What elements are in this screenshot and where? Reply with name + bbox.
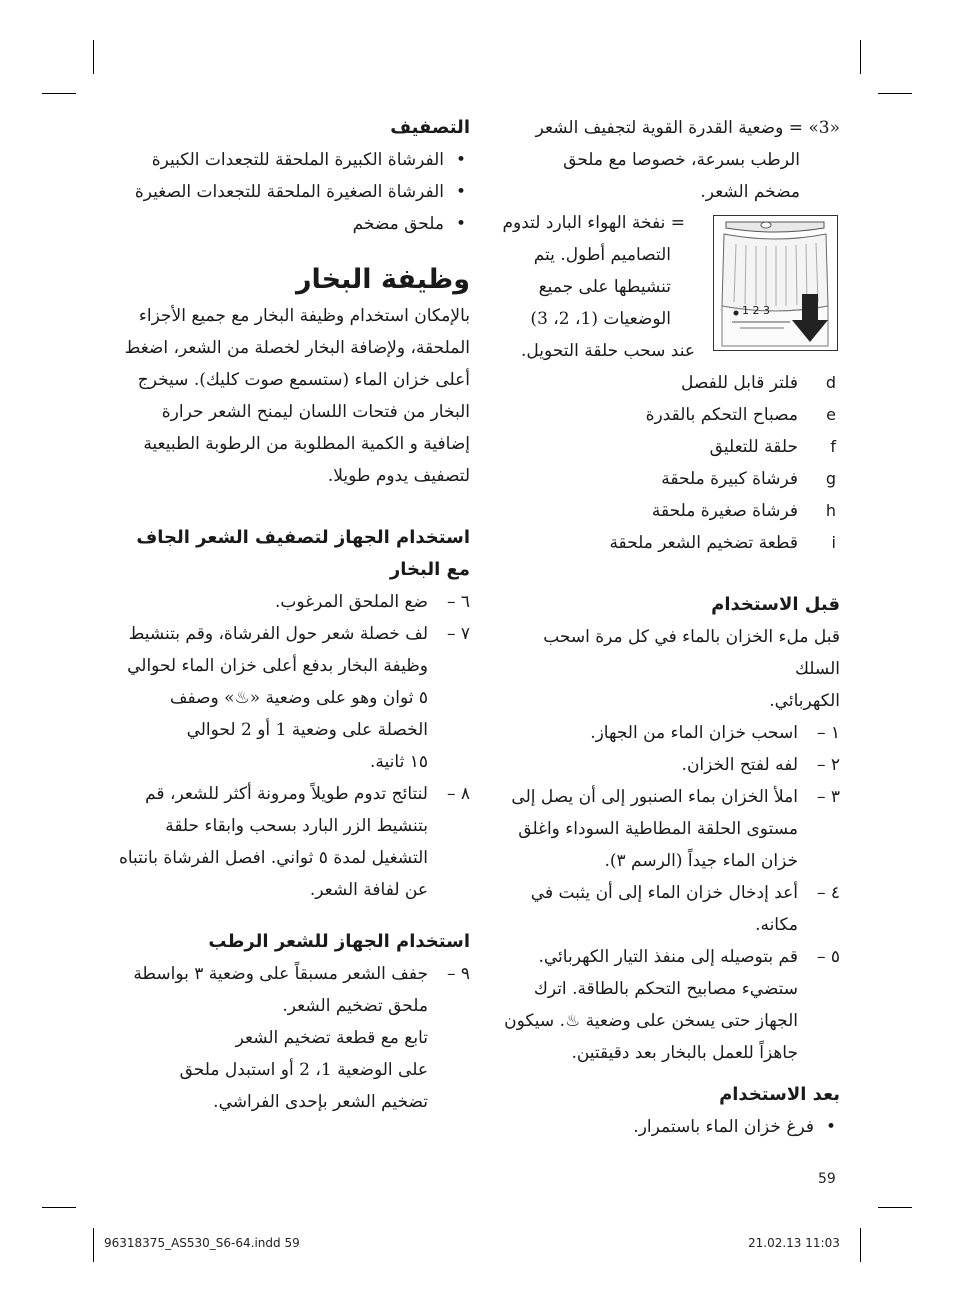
- bullet-icon: •: [455, 150, 466, 170]
- crop-mark: [878, 1207, 912, 1208]
- crop-mark: [42, 1207, 76, 1208]
- text-line: اسحب خزان الماء من الجهاز.: [590, 723, 798, 743]
- text-line: فرغ خزان الماء باستمرار.: [633, 1117, 814, 1137]
- text-line: خزان الماء جيداً (الرسم ٣).: [604, 851, 798, 871]
- part-text: حلقة للتعليق: [709, 437, 798, 457]
- steam-paragraph: [110, 300, 470, 492]
- text-line: ملحق تضخيم الشعر.: [282, 996, 428, 1016]
- step-number: ٤ –: [816, 883, 840, 903]
- part-letter: i: [831, 533, 836, 552]
- parts-item: [495, 367, 840, 399]
- parts-item: [495, 399, 840, 431]
- text-line: أعد إدخال خزان الماء إلى أن يثبت في: [530, 883, 798, 903]
- styling-heading: التصفيف: [390, 117, 470, 138]
- crop-mark: [878, 93, 912, 94]
- dry-hair-heading-line2: مع البخار: [389, 559, 470, 580]
- text-line: تابع مع قطعة تضخيم الشعر: [235, 1028, 428, 1048]
- parts-item: [495, 527, 840, 559]
- crop-mark: [93, 1228, 94, 1262]
- text-line: لف خصلة شعر حول الفرشاة، وقم بتنشيط: [128, 624, 428, 644]
- crop-mark: [93, 40, 94, 74]
- part-letter: g: [825, 469, 836, 488]
- after-use-bullet: [495, 1111, 840, 1143]
- bullet-icon: •: [455, 214, 466, 234]
- text-line: إضافية و الكمية المطلوبة من الرطوبة الطبيعية: [143, 434, 470, 454]
- before-use-step: [495, 877, 840, 941]
- bullet-icon: •: [455, 182, 466, 202]
- text-line: قم بتوصيله إلى منفذ التيار الكهربائي.: [538, 947, 798, 967]
- text-line: البخار من فتحات اللسان ليمنح الشعر حرارة: [161, 402, 470, 422]
- text-line: = نفخة الهواء البارد لتدوم: [502, 213, 685, 233]
- text-line: وظيفة البخار بدفع أعلى خزان الماء لحوالي: [127, 656, 428, 676]
- text-line: مستوى الحلقة المطاطية السوداء واغلق: [518, 819, 798, 839]
- page-number: 59: [818, 1171, 836, 1187]
- text-line: التشغيل لمدة ٥ ثواني. افصل الفرشاة بانتباه: [118, 848, 428, 868]
- before-use-step: [495, 781, 840, 877]
- text-line: لتصفيف يدوم طويلا.: [327, 466, 470, 486]
- setting-3-description: [495, 112, 840, 207]
- text-line: ملحق مضخم: [352, 214, 444, 234]
- crop-mark: [860, 40, 861, 74]
- text-line: أعلى خزان الماء (ستسمع صوت كليك). سيخرج: [137, 370, 470, 390]
- text-line: جاهزاً للعمل بالبخار بعد دقيقتين.: [571, 1043, 798, 1063]
- part-letter: d: [825, 373, 836, 392]
- crop-mark: [860, 1228, 861, 1262]
- dry-hair-step: [110, 586, 470, 618]
- parts-item: [495, 463, 840, 495]
- step-number: ٨ –: [446, 784, 470, 804]
- parts-item: [495, 495, 840, 527]
- text-line: بتنشيط الزر البارد بسحب وابقاء حلقة: [165, 816, 428, 836]
- text-line: مضخم الشعر.: [700, 182, 800, 202]
- part-letter: f: [830, 437, 836, 456]
- parts-item: [495, 431, 840, 463]
- text-line: املأ الخزان بماء الصنبور إلى أن يصل إلى: [511, 787, 798, 807]
- text-line: عند سحب حلقة التحويل.: [521, 341, 695, 361]
- part-text: فلتر قابل للفصل: [680, 373, 798, 393]
- before-use-heading: قبل الاستخدام: [711, 594, 840, 615]
- text-line: الفرشاة الصغيرة الملحقة للتجعدات الصغيرة: [134, 182, 444, 202]
- switch-illustration: [714, 216, 837, 350]
- text-line: الملحقة، ولإضافة البخار لخصلة من الشعر، اضغط: [124, 338, 470, 358]
- part-text: قطعة تضخيم الشعر ملحقة: [609, 533, 798, 553]
- parts-list: [495, 367, 840, 559]
- step-number: ٥ –: [816, 947, 840, 967]
- dry-hair-heading: استخدام الجهاز لتصفيف الشعر الجاف: [136, 527, 470, 548]
- styling-bullet: [110, 208, 470, 240]
- text-line: جفف الشعر مسبقاً على وضعية ٣ بواسطة: [133, 964, 428, 984]
- step-number: ٧ –: [446, 624, 470, 644]
- before-use-step: [495, 941, 840, 1069]
- part-text: مصباح التحكم بالقدرة: [645, 405, 798, 425]
- wet-hair-extra: [110, 1022, 470, 1118]
- text-line: الرطب بسرعة، خصوصا مع ملحق: [563, 150, 800, 170]
- step-number: ٢ –: [816, 755, 840, 775]
- after-use-heading: بعد الاستخدام: [719, 1084, 840, 1105]
- text-line: تضخيم الشعر بإحدى الفراشي.: [213, 1092, 428, 1112]
- bullet-icon: •: [825, 1117, 836, 1137]
- text-line: «3» = وضعية القدرة القوية لتجفيف الشعر: [535, 118, 840, 138]
- text-line: ١٥ ثانية.: [370, 752, 428, 772]
- text-line: قبل ملء الخزان بالماء في كل مرة اسحب السلك: [543, 627, 840, 679]
- part-letter: e: [826, 405, 836, 424]
- text-line: بالإمكان استخدام وظيفة البخار مع جميع الأجزاء: [138, 306, 470, 326]
- text-line: على الوضعية 1، 2 أو استبدل ملحق: [179, 1060, 428, 1080]
- text-line: ٥ ثوان وهو على وضعية «♨» وصفف: [169, 688, 428, 708]
- text-line: الكهربائي.: [769, 691, 840, 711]
- dry-hair-step: [110, 778, 470, 906]
- step-number: ١ –: [816, 723, 840, 743]
- text-line: ستضيء مصابيح التحكم بالطاقة. اترك: [533, 979, 798, 999]
- text-line: ضع الملحق المرغوب.: [275, 592, 428, 612]
- text-line: الوضعيات (1، 2، 3): [530, 309, 671, 329]
- left-column: [110, 112, 470, 1118]
- text-line: مكانه.: [755, 915, 798, 935]
- text-line: عن لفافة الشعر.: [309, 880, 428, 900]
- text-line: الجهاز حتى يسخن على وضعية ♨. سيكون: [504, 1011, 798, 1031]
- text-line: لنتائج تدوم طويلاً ومرونة أكثر للشعر، قم: [145, 784, 428, 804]
- step-number: ٩ –: [446, 964, 470, 984]
- text-line: التصاميم أطول. يتم: [533, 245, 671, 265]
- before-use-step: [495, 717, 840, 749]
- crop-mark: [42, 93, 76, 94]
- wet-hair-step: [110, 958, 470, 1022]
- text-line: تنشيطها على جميع: [538, 277, 671, 297]
- wet-hair-heading: استخدام الجهاز للشعر الرطب: [208, 931, 470, 952]
- footer-datetime: 21.02.13 11:03: [748, 1236, 840, 1250]
- step-number: ٦ –: [446, 592, 470, 612]
- part-text: فرشاة صغيرة ملحقة: [651, 501, 798, 521]
- text-line: الفرشاة الكبيرة الملحقة للتجعدات الكبيرة: [151, 150, 444, 170]
- steam-heading: وظيفة البخار: [296, 264, 470, 295]
- text-line: لفه لفتح الخزان.: [681, 755, 798, 775]
- text-line: الخصلة على وضعية 1 أو 2 لحوالي: [186, 720, 428, 740]
- dry-hair-step: [110, 618, 470, 778]
- switch-scale-label: 1 2 3: [742, 304, 770, 317]
- step-number: ٣ –: [816, 787, 840, 807]
- before-use-step: [495, 749, 840, 781]
- footer-filename: 96318375_AS530_S6-64.indd 59: [104, 1236, 300, 1250]
- part-text: فرشاة كبيرة ملحقة: [661, 469, 798, 489]
- styling-bullet: [110, 176, 470, 208]
- dryer-switch-figure: [713, 215, 838, 351]
- styling-bullet: [110, 144, 470, 176]
- part-letter: h: [825, 501, 836, 520]
- before-use-intro: [495, 621, 840, 717]
